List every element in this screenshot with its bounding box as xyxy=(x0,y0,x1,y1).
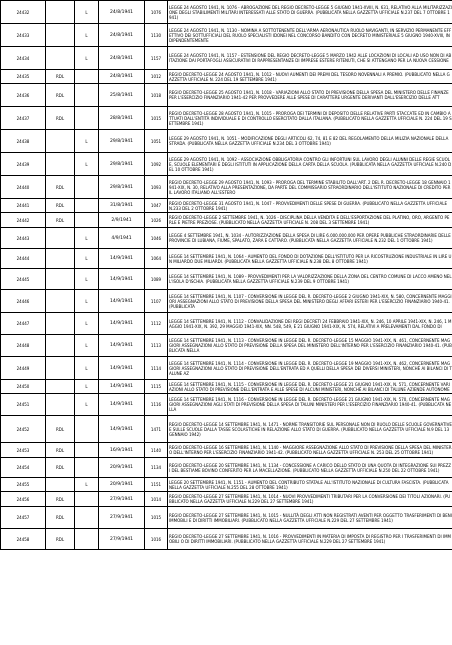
row-tag xyxy=(75,492,99,507)
row-number: 24440 xyxy=(1,176,46,199)
row-type: RDL xyxy=(46,84,75,107)
row-tag xyxy=(75,176,99,199)
row-date: 16/9/1941 xyxy=(99,443,145,458)
row-number: 24450 xyxy=(1,380,46,394)
row-number: 24443 xyxy=(1,228,46,249)
row-description: REGIO DECRETO-LEGGE 28 AGOSTO 1941, N. 1015 - PROROGA DEI TERMINI DI DEPOSITO DELLE RELATIVE PARTI STACCATE ED IN CAMBIO ATTUATI DALL'ENTITÀ INDIVIDUALE E DI CONTROLLO ESERCITATO DALLA ITALIANA. (PUBBLICATO NELLA GAZZETTA UFFICIALE N. 224 DEL 19 SETTEMBRE 1941) xyxy=(168,107,452,130)
row-number: 24447 xyxy=(1,313,46,335)
row-tag: L xyxy=(75,394,99,416)
row-description: LEGGE 24 AGOSTO 1941, N. 1157 - ESTENSIONE DEL REGIO DECRETO-LEGGE 5 MARZO 1942 ALLE LOCAZIONI DI LOCALI AD USO NON DI ABITAZIONE DAI PORTAFOGLI ASSICURATIVI DI RAPPRESENTANZE DI IMPRESE ESTERE RITENUTI, CHE SI ATTENGANO PER LA NUOVA CESSIONE xyxy=(168,47,452,70)
row-code: 1130 xyxy=(145,24,168,47)
row-description: LEGGE 24 AGOSTO 1941, N. 1130 - NOMINA A SOTTOTENENTE DELL'ARMA AERONAUTICA RUOLO NAVIGANTI, IN SERVIZIO PERMANENTE EFFETTIVO DEI SOTTUFFICIALI DEL RUOLO SPECIALISTI IDONEI NEL CONCORSO BANDITO CON DECRETO MINISTERIALE 5 GIUGNO 1940-XVIII, INDIPENDENTEMENTE xyxy=(168,24,452,47)
row-type: RDL xyxy=(46,458,75,478)
row-tag xyxy=(75,416,99,443)
row-description: LEGGE 14 SETTEMBRE 1941, N. 1115 - CONVERSIONE IN LEGGE DEL R. DECRETO-LEGGE 21 GIUGNO 1941-XIX, N. 571, CONCERNENTE VARIAZIONI ALLO STATO DI PREVISIONE DELL'ENTRATA E ALLE SPESE DI ALCUNI MINISTERI, NONCHÉ AI BILANCI DI TALUNE AZIENDE AUTONOME xyxy=(168,380,452,394)
row-type xyxy=(46,47,75,70)
row-date: 27/9/1941 xyxy=(99,492,145,507)
row-type xyxy=(46,357,75,380)
row-description: LEGGE 14 SETTEMBRE 1941, N. 1089 - PROVVEDIMENTI PER LA VALORIZZAZIONE DELLA ZONA DEL CENTRO COMUNE DI LACCO AMENO NELL'ISOLA D'ISCHIA. (PUBBLICATA NELLA GAZZETTA UFFICIALE N.239 DEL 9 OTTOBRE 1941) xyxy=(168,269,452,290)
row-description: REGIO DECRETO-LEGGE 24 AGOSTO 1941, N. 1012 - NUOVI AUMENTI DEI PREMI DEL TESORO NOVENNALI A PREMIO. (PUBBLICATO NELLA GAZZETTA UFFICIALE N. 224 DEL 19 SETTEMBRE 1941) xyxy=(168,70,452,84)
row-type xyxy=(46,394,75,416)
row-date: 28/8/1941 xyxy=(99,107,145,130)
row-number: 24437 xyxy=(1,107,46,130)
row-number: 24455 xyxy=(1,478,46,492)
row-type: RDL xyxy=(46,443,75,458)
row-type: RDL xyxy=(46,213,75,228)
row-description: REGIO DECRETO-LEGGE 14 SETTEMBRE 1941, N. 1471 - NORME TRANSITORIE SUL PERSONALE NON DI RUOLO DELLE SCUOLE GOVERNATIVE E SULLE SCUOLE DALLA TASSE SCOLASTICHE IN RELAZIONE ALLO STATO DI GUERRA. (PUBBLICATO NELLA GAZZETTA UFFICIALE N.9 DEL 13 GENNAIO 1942) xyxy=(168,416,452,443)
row-description: LEGGE 29 AGOSTO 1941, N. 1051 - MODIFICAZIONE DEGLI ARTICOLI 62, 74, 81 E 82 DEL REGOLAMENTO DELLA MILIZIA NAZIONALE DELLA STRADA. (PUBBLICATA NELLA GAZZETTA UFFICIALE N.234 DEL 3 OTTOBRE 1941) xyxy=(168,130,452,153)
row-number: 24449 xyxy=(1,357,46,380)
row-number: 24434 xyxy=(1,47,46,70)
table-row xyxy=(1,269,452,290)
row-code: 1471 xyxy=(145,416,168,443)
table-row xyxy=(1,290,452,313)
row-description: LEGGE 24 AGOSTO 1941, N. 1076 - ABROGAZIONE DEL REGIO DECRETO-LEGGE 5 GIUGNO 1941-XVIII, N. 631, RELATIVO ALLA MILITARIZZAZIONE DEGLI STABILIMENTI MILITARI INTERESSATI ALLE STATO DI GUERRA. (PUBBLICATA NELLA GAZZETTA UFFICIALE N.237 DEL 7 OTTOBRE 1941) xyxy=(168,1,452,24)
row-date: 2/9/1941 xyxy=(99,213,145,228)
row-tag xyxy=(75,507,99,529)
row-code: 1114 xyxy=(145,357,168,380)
row-tag xyxy=(75,107,99,130)
row-tag: L xyxy=(75,478,99,492)
row-code: 1047 xyxy=(145,199,168,213)
row-tag xyxy=(75,70,99,84)
row-description: REGIO DECRETO-LEGGE 31 AGOSTO 1941, N. 1047 - PROVVEDIMENTI DELLE SPESE DI GUERRA. (PUBBLICATO NELLA GAZZETTA UFFICIALE N.233 DEL 2 OTTOBRE 1941) xyxy=(168,199,452,213)
table-row xyxy=(1,130,452,153)
table-row xyxy=(1,507,452,529)
row-code: 1089 xyxy=(145,269,168,290)
row-number: 24432 xyxy=(1,1,46,24)
row-type xyxy=(46,24,75,47)
row-description: LEGGE 14 SETTEMBRE 1941, N. 1114 - CONVERSIONE IN LEGGE DEL R. DECRETO-LEGGE 19 MAGGIO 1941-XIX, N. 462, CONCERNENTE MAGGIORI ASSEGNAZIONI ALLO STATO DI PREVISIONE DELL'ENTRATA ED A QUELLI DELLA SPESA DEI DIVERSI MINISTERI, NONCHÉ AI BILANCI DI TALUNE AZ xyxy=(168,357,452,380)
row-type xyxy=(46,1,75,24)
table-row xyxy=(1,443,452,458)
row-date: 29/8/1941 xyxy=(99,153,145,176)
table-row xyxy=(1,313,452,335)
row-number: 24444 xyxy=(1,249,46,269)
row-tag xyxy=(75,199,99,213)
row-date: 20/9/1941 xyxy=(99,478,145,492)
row-tag: L xyxy=(75,290,99,313)
row-description: REGIO DECRETO-LEGGE 29 AGOSTO 1941, N. 1093 - PROROGA DEL TERMINE STABILITO DALL'ART. 2 DEL R. DECRETO-LEGGE 18 GENNAIO 1941-XIX, N. 30, RELATIVO ALLA PRESENTAZIONE, DA PARTE DEL COMMISSARIO STRAORDINARIO DELL'ISTITUTO NAZIONALE DI CREDITO PER IL LAVORO ITALIANO ALL'ESTERO xyxy=(168,176,452,199)
row-description: LEGGE 14 SETTEMBRE 1941, N. 1112 - CONVALIDAZIONE DEI REGI DECRETI 24 FEBBRAIO 1941-XIX, N. 246, 10 APRILE 1941-XIX, N. 246, 1 MAGGIO 1941-XIX, N. 392, 29 MAGGIO 1941-XIX, NN. 548, 549, E 21 GIUGNO 1941-XIX, N. 574, RELATIVI A PRELEVAMENTI DAL FONDO DI xyxy=(168,313,452,335)
table-row xyxy=(1,24,452,47)
row-tag xyxy=(75,443,99,458)
row-tag: L xyxy=(75,335,99,357)
row-description: LEGGE 29 AGOSTO 1941, N. 1092 - ASSOCIAZIONE OBBLIGATORIA CONTRO GLI INFORTUNI SUL LAVORO DEGLI ALUNNI DELLE REGIE SCUOLE, SCUOLE ELEMENTARI E DEGLI ISTITUTI IN APPLICAZIONE DELLA CARTA DELLA SCUOLA. (PUBBLICATA NELLA GAZZETTA UFFICIALE N.240 DEL 10 OTTOBRE 1941) xyxy=(168,153,452,176)
row-description: REGIO DECRETO-LEGGE 27 SETTEMBRE 1941, N. 1015 - NULLITÀ DEGLI ATTI NON REGISTRATI AVENTI PER OGGETTO TRASFERIMENTI DI BENI IMMOBILI E DI DIRITTI IMMOBILIARI. (PUBBLICATO NELLA GAZZETTA UFFICIALE N.229 DEL 27 SETTEMBRE 1941) xyxy=(168,507,452,529)
row-description: LEGGE 20 SETTEMBRE 1941, N. 1151 - AUMENTO DEL CONTRIBUTO STATALE ALL'ISTITUTO NAZIONALE DI CULTURA FASCISTA. (PUBBLICATA NELLA GAZZETTA UFFICIALE N.255 DEL 28 OTTOBRE 1941) xyxy=(168,478,452,492)
row-type xyxy=(46,269,75,290)
row-date: 14/9/1941 xyxy=(99,290,145,313)
row-code: 1116 xyxy=(145,394,168,416)
row-tag: L xyxy=(75,357,99,380)
row-number: 24441 xyxy=(1,199,46,213)
row-date: 27/9/1941 xyxy=(99,507,145,529)
table-row xyxy=(1,478,452,492)
table-row xyxy=(1,107,452,130)
row-date: 14/9/1941 xyxy=(99,416,145,443)
row-tag: L xyxy=(75,228,99,249)
row-code: 1093 xyxy=(145,176,168,199)
row-type xyxy=(46,478,75,492)
row-tag: L xyxy=(75,380,99,394)
row-date: 14/9/1941 xyxy=(99,335,145,357)
row-type xyxy=(46,249,75,269)
row-date: 14/9/1941 xyxy=(99,357,145,380)
row-tag: L xyxy=(75,313,99,335)
row-code: 1051 xyxy=(145,130,168,153)
row-type: RDL xyxy=(46,199,75,213)
row-number: 24448 xyxy=(1,335,46,357)
row-description: LEGGE 14 SETTEMBRE 1941, N. 1113 - CONVERSIONE IN LEGGE DEL R. DECRETO-LEGGE 15 MAGGIO 1941-XIX, N. 461, CONCERNENTE MAGGIORI ASSEGNAZIONI ALLO STATO DI PREVISIONE DELLA SPESA DEL MINISTERO DELL'INTERNO PER L'ESERCIZIO FINANZIARIO 1940-41. (PUBBLICATA NELLA xyxy=(168,335,452,357)
table-row xyxy=(1,357,452,380)
row-code: 1112 xyxy=(145,313,168,335)
row-code: 1157 xyxy=(145,47,168,70)
row-date: 24/8/1941 xyxy=(99,24,145,47)
table-row xyxy=(1,335,452,357)
row-code: 1076 xyxy=(145,1,168,24)
row-number: 24436 xyxy=(1,84,46,107)
row-code: 1018 xyxy=(145,84,168,107)
row-date: 24/8/1941 xyxy=(99,47,145,70)
table-row xyxy=(1,176,452,199)
row-tag: L xyxy=(75,249,99,269)
row-type xyxy=(46,313,75,335)
row-type xyxy=(46,290,75,313)
row-date: 14/9/1941 xyxy=(99,249,145,269)
row-number: 24439 xyxy=(1,153,46,176)
row-date: 25/8/1941 xyxy=(99,84,145,107)
row-number: 24442 xyxy=(1,213,46,228)
table-row xyxy=(1,228,452,249)
row-description: LEGGE 4 SETTEMBRE 1941, N. 1034 - AUTORIZZAZIONE DELLA SPESA DI LIRE 6.000.000.000 PER OPERE PUBBLICHE STRAORDINARIE DELLE PROVINCIE DI LUBIANA, FIUME, SPALATO, ZARA E CATTARO. (PUBBLICATA NELLA GAZZETTA UFFICIALE N.232 DEL 1 OTTOBRE 1941) xyxy=(168,228,452,249)
row-number: 24454 xyxy=(1,458,46,478)
row-description: REGIO DECRETO-LEGGE 20 SETTEMBRE 1941, N. 1134 - CONCESSIONE A CARICO DELLO STATO DI UNA QUOTA DI INTEGRAZIONE SUI PREZZI DEL BESTIAME BOVINO CONFERITO PER LA MACELLAZIONE. (PUBBLICATO NELLA GAZZETTA UFFICIALE N.250 DEL 22 OTTOBRE 1941) xyxy=(168,458,452,478)
row-tag xyxy=(75,84,99,107)
table-row xyxy=(1,380,452,394)
row-number: 24445 xyxy=(1,269,46,290)
row-code: 1046 xyxy=(145,228,168,249)
row-code: 1134 xyxy=(145,458,168,478)
row-code: 1015 xyxy=(145,507,168,529)
table-row xyxy=(1,249,452,269)
row-date: 14/9/1941 xyxy=(99,394,145,416)
row-description: REGIO DECRETO-LEGGE 16 SETTEMBRE 1941, N. 1140 - MAGGIORE ASSEGNAZIONE ALLO STATO DI PREVISIONE DELLA SPESA DEL MINISTERO DELL'INTERNO PER L'ESERCIZIO FINANZIARIO 1941-42. (PUBBLICATO NELLA GAZZETTA UFFICIALE N. 253 DEL 25 OTTOBRE 1941) xyxy=(168,443,452,458)
row-code: 1113 xyxy=(145,335,168,357)
row-description: LEGGE 14 SETTEMBRE 1941, N. 1064 - AUMENTO DEL FONDO DI DOTAZIONE DELL'ISTITUTO PER LA RICOSTRUZIONE INDUSTRIALE IN LIRE UN MILIARDO DUE MILIARDI. (PUBBLICATA NELLA GAZZETTA UFFICIALE N.238 DEL 8 OTTOBRE 1941) xyxy=(168,249,452,269)
row-date: 14/9/1941 xyxy=(99,313,145,335)
row-code: 1107 xyxy=(145,290,168,313)
row-description: REGIO DECRETO-LEGGE 27 SETTEMBRE 1941, N. 1014 - NUOVI PROVVEDIMENTI TRIBUTARI PER LA CONVERSIONE DEI TITOLI AZIONARI. (PUBBLICATO NELLA GAZZETTA UFFICIALE N.229 DEL 27 SETTEMBRE 1941) xyxy=(168,492,452,507)
table-row xyxy=(1,1,452,24)
row-tag: L xyxy=(75,1,99,24)
table-row xyxy=(1,153,452,176)
row-type xyxy=(46,335,75,357)
row-tag: L xyxy=(75,269,99,290)
table-row xyxy=(1,529,452,550)
row-date: 29/8/1941 xyxy=(99,130,145,153)
row-type: RDL xyxy=(46,529,75,550)
row-number: 24451 xyxy=(1,394,46,416)
row-tag xyxy=(75,458,99,478)
table-row xyxy=(1,416,452,443)
row-description: REGIO DECRETO-LEGGE 2 SETTEMBRE 1941, N. 1026 - DISCIPLINA DELLA VENDITA E DELL'ESPORTAZIONE DEL PLATINO, ORO, ARGENTO PERLE E PIETRE PREZIOSE. (PUBBLICATO NELLA GAZZETTA UFFICIALE N. 208 DEL 3 SETTEMBRE 1941) xyxy=(168,213,452,228)
row-type: RDL xyxy=(46,416,75,443)
row-type: RDL xyxy=(46,492,75,507)
row-number: 24457 xyxy=(1,507,46,529)
row-number: 24438 xyxy=(1,130,46,153)
row-number: 24453 xyxy=(1,443,46,458)
row-date: 20/9/1941 xyxy=(99,458,145,478)
row-date: 24/8/1941 xyxy=(99,70,145,84)
table-row xyxy=(1,213,452,228)
table-row xyxy=(1,394,452,416)
row-tag: L xyxy=(75,130,99,153)
row-code: 1115 xyxy=(145,380,168,394)
row-code: 1016 xyxy=(145,529,168,550)
table-row xyxy=(1,70,452,84)
row-code: 1151 xyxy=(145,478,168,492)
row-code: 1092 xyxy=(145,153,168,176)
row-description: REGIO DECRETO-LEGGE 27 SETTEMBRE 1941, N. 1016 - PROVVEDIMENTI IN MATERIA DI IMPOSTA DI REGISTRO PER I TRASFERIMENTI DI IMMOBILI O DI DIRITTI IMMOBILIARI. (PUBBLICATO NELLA GAZZETTA UFFICIALE N.229 DEL 27 SETTEMBRE 1941) xyxy=(168,529,452,550)
row-number: 24456 xyxy=(1,492,46,507)
row-number: 24452 xyxy=(1,416,46,443)
row-description: REGIO DECRETO-LEGGE 25 AGOSTO 1941, N. 1018 - VARIAZIONI ALLO STATO DI PREVISIONE DELLA SPESA DEL MINISTERO DELLE FINANZE PER L'ESERCIZIO FINANZIARIO 1941-42 PER PROVVEDERE ALLE SPESE DI CARATTERE URGENTE DERIVANTI DALL'ESERCIZIO DELLE ATT xyxy=(168,84,452,107)
row-description: LEGGE 14 SETTEMBRE 1941, N. 1116 - CONVERSIONE IN LEGGE DEL R. DECRETO-LEGGE 21 GIUGNO 1941-XIX, N. 570, CONCERNENTE MAGGIORI ASSEGNAZIONI AGLI STATI DI PREVISIONE DELLA SPESA DI TALUNI MINISTERI PER L'ESERCIZIO FINANZIARIO 1940-41. (PUBBLICATA NELLA xyxy=(168,394,452,416)
row-type: RDL xyxy=(46,507,75,529)
table-row xyxy=(1,84,452,107)
row-code: 1015 xyxy=(145,107,168,130)
row-number: 24458 xyxy=(1,529,46,550)
row-code: 1064 xyxy=(145,249,168,269)
decree-table-body xyxy=(1,1,452,550)
row-date: 29/8/1941 xyxy=(99,176,145,199)
row-description: LEGGE 14 SETTEMBRE 1941, N. 1107 - CONVERSIONE IN LEGGE DEL R. DECRETO-LEGGE 2 GIUGNO 1941-XIX, N. 580, CONCERNENTE MAGGIORI ASSEGNAZIONI ALLO STATO DI PREVISIONE DELLA SPESA DEL MINISTERO DEGLI AFFARI ESTERI PER L'ESERCIZIO FINANZIARIO 1940-41. (PUBBLICATA xyxy=(168,290,452,313)
row-type xyxy=(46,228,75,249)
row-number: 24433 xyxy=(1,24,46,47)
row-date: 24/8/1941 xyxy=(99,1,145,24)
row-date: 27/9/1941 xyxy=(99,529,145,550)
row-type: RDL xyxy=(46,107,75,130)
row-type: RDL xyxy=(46,70,75,84)
row-tag: L xyxy=(75,153,99,176)
row-date: 14/9/1941 xyxy=(99,269,145,290)
row-type xyxy=(46,130,75,153)
row-code: 1140 xyxy=(145,443,168,458)
table-row xyxy=(1,47,452,70)
table-row xyxy=(1,199,452,213)
row-type xyxy=(46,153,75,176)
row-code: 1026 xyxy=(145,213,168,228)
row-date: 31/8/1941 xyxy=(99,199,145,213)
row-code: 1012 xyxy=(145,70,168,84)
table-row xyxy=(1,458,452,478)
row-type: RDL xyxy=(46,176,75,199)
row-number: 24435 xyxy=(1,70,46,84)
row-type xyxy=(46,380,75,394)
row-tag: L xyxy=(75,24,99,47)
row-code: 1014 xyxy=(145,492,168,507)
row-number: 24446 xyxy=(1,290,46,313)
row-tag: L xyxy=(75,47,99,70)
row-tag xyxy=(75,213,99,228)
table-row xyxy=(1,492,452,507)
row-date: 14/9/1941 xyxy=(99,380,145,394)
row-tag xyxy=(75,529,99,550)
row-date: 4/9/1941 xyxy=(99,228,145,249)
